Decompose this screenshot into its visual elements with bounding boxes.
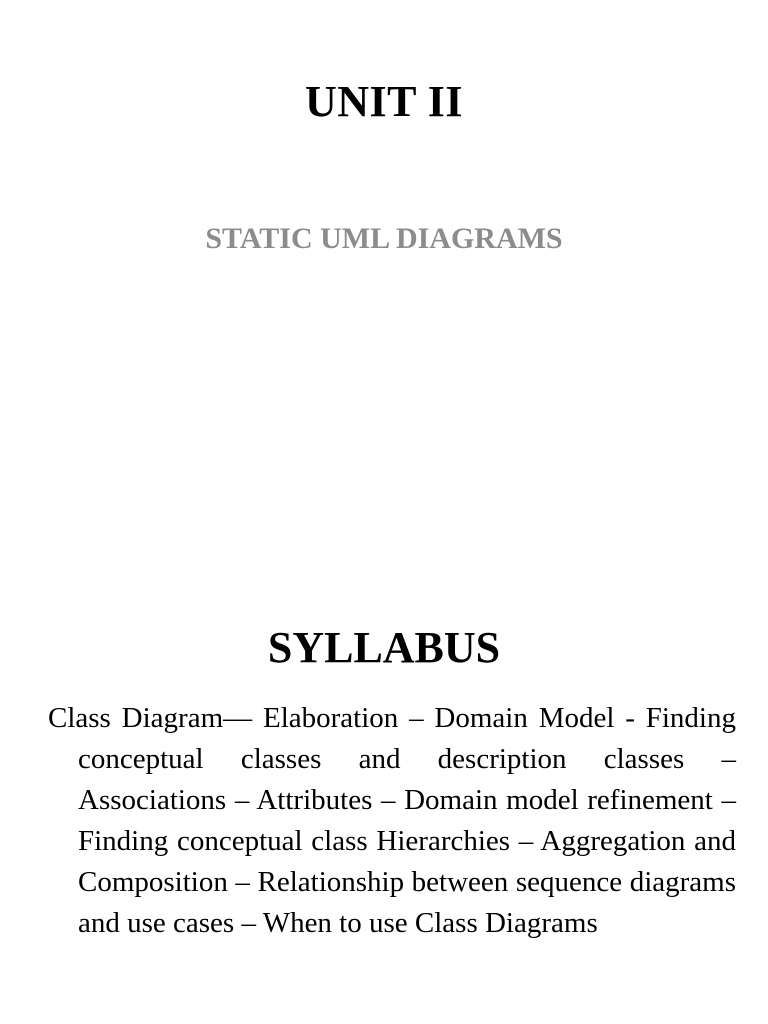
unit-title: UNIT II [305, 77, 463, 126]
syllabus-body: Class Diagram–– Elaboration – Domain Model - Finding conceptual classes and description classes – Associations – Attributes – Domain model refinement – Finding conceptual class Hierarchies – Aggregation and Composition – Relationship between sequence diagrams and use cases – When to use Class Diagrams [48, 702, 736, 939]
unit-subtitle: STATIC UML DIAGRAMS [205, 222, 563, 255]
syllabus-title: SYLLABUS [267, 623, 501, 672]
syllabus-slide [0, 560, 768, 1024]
